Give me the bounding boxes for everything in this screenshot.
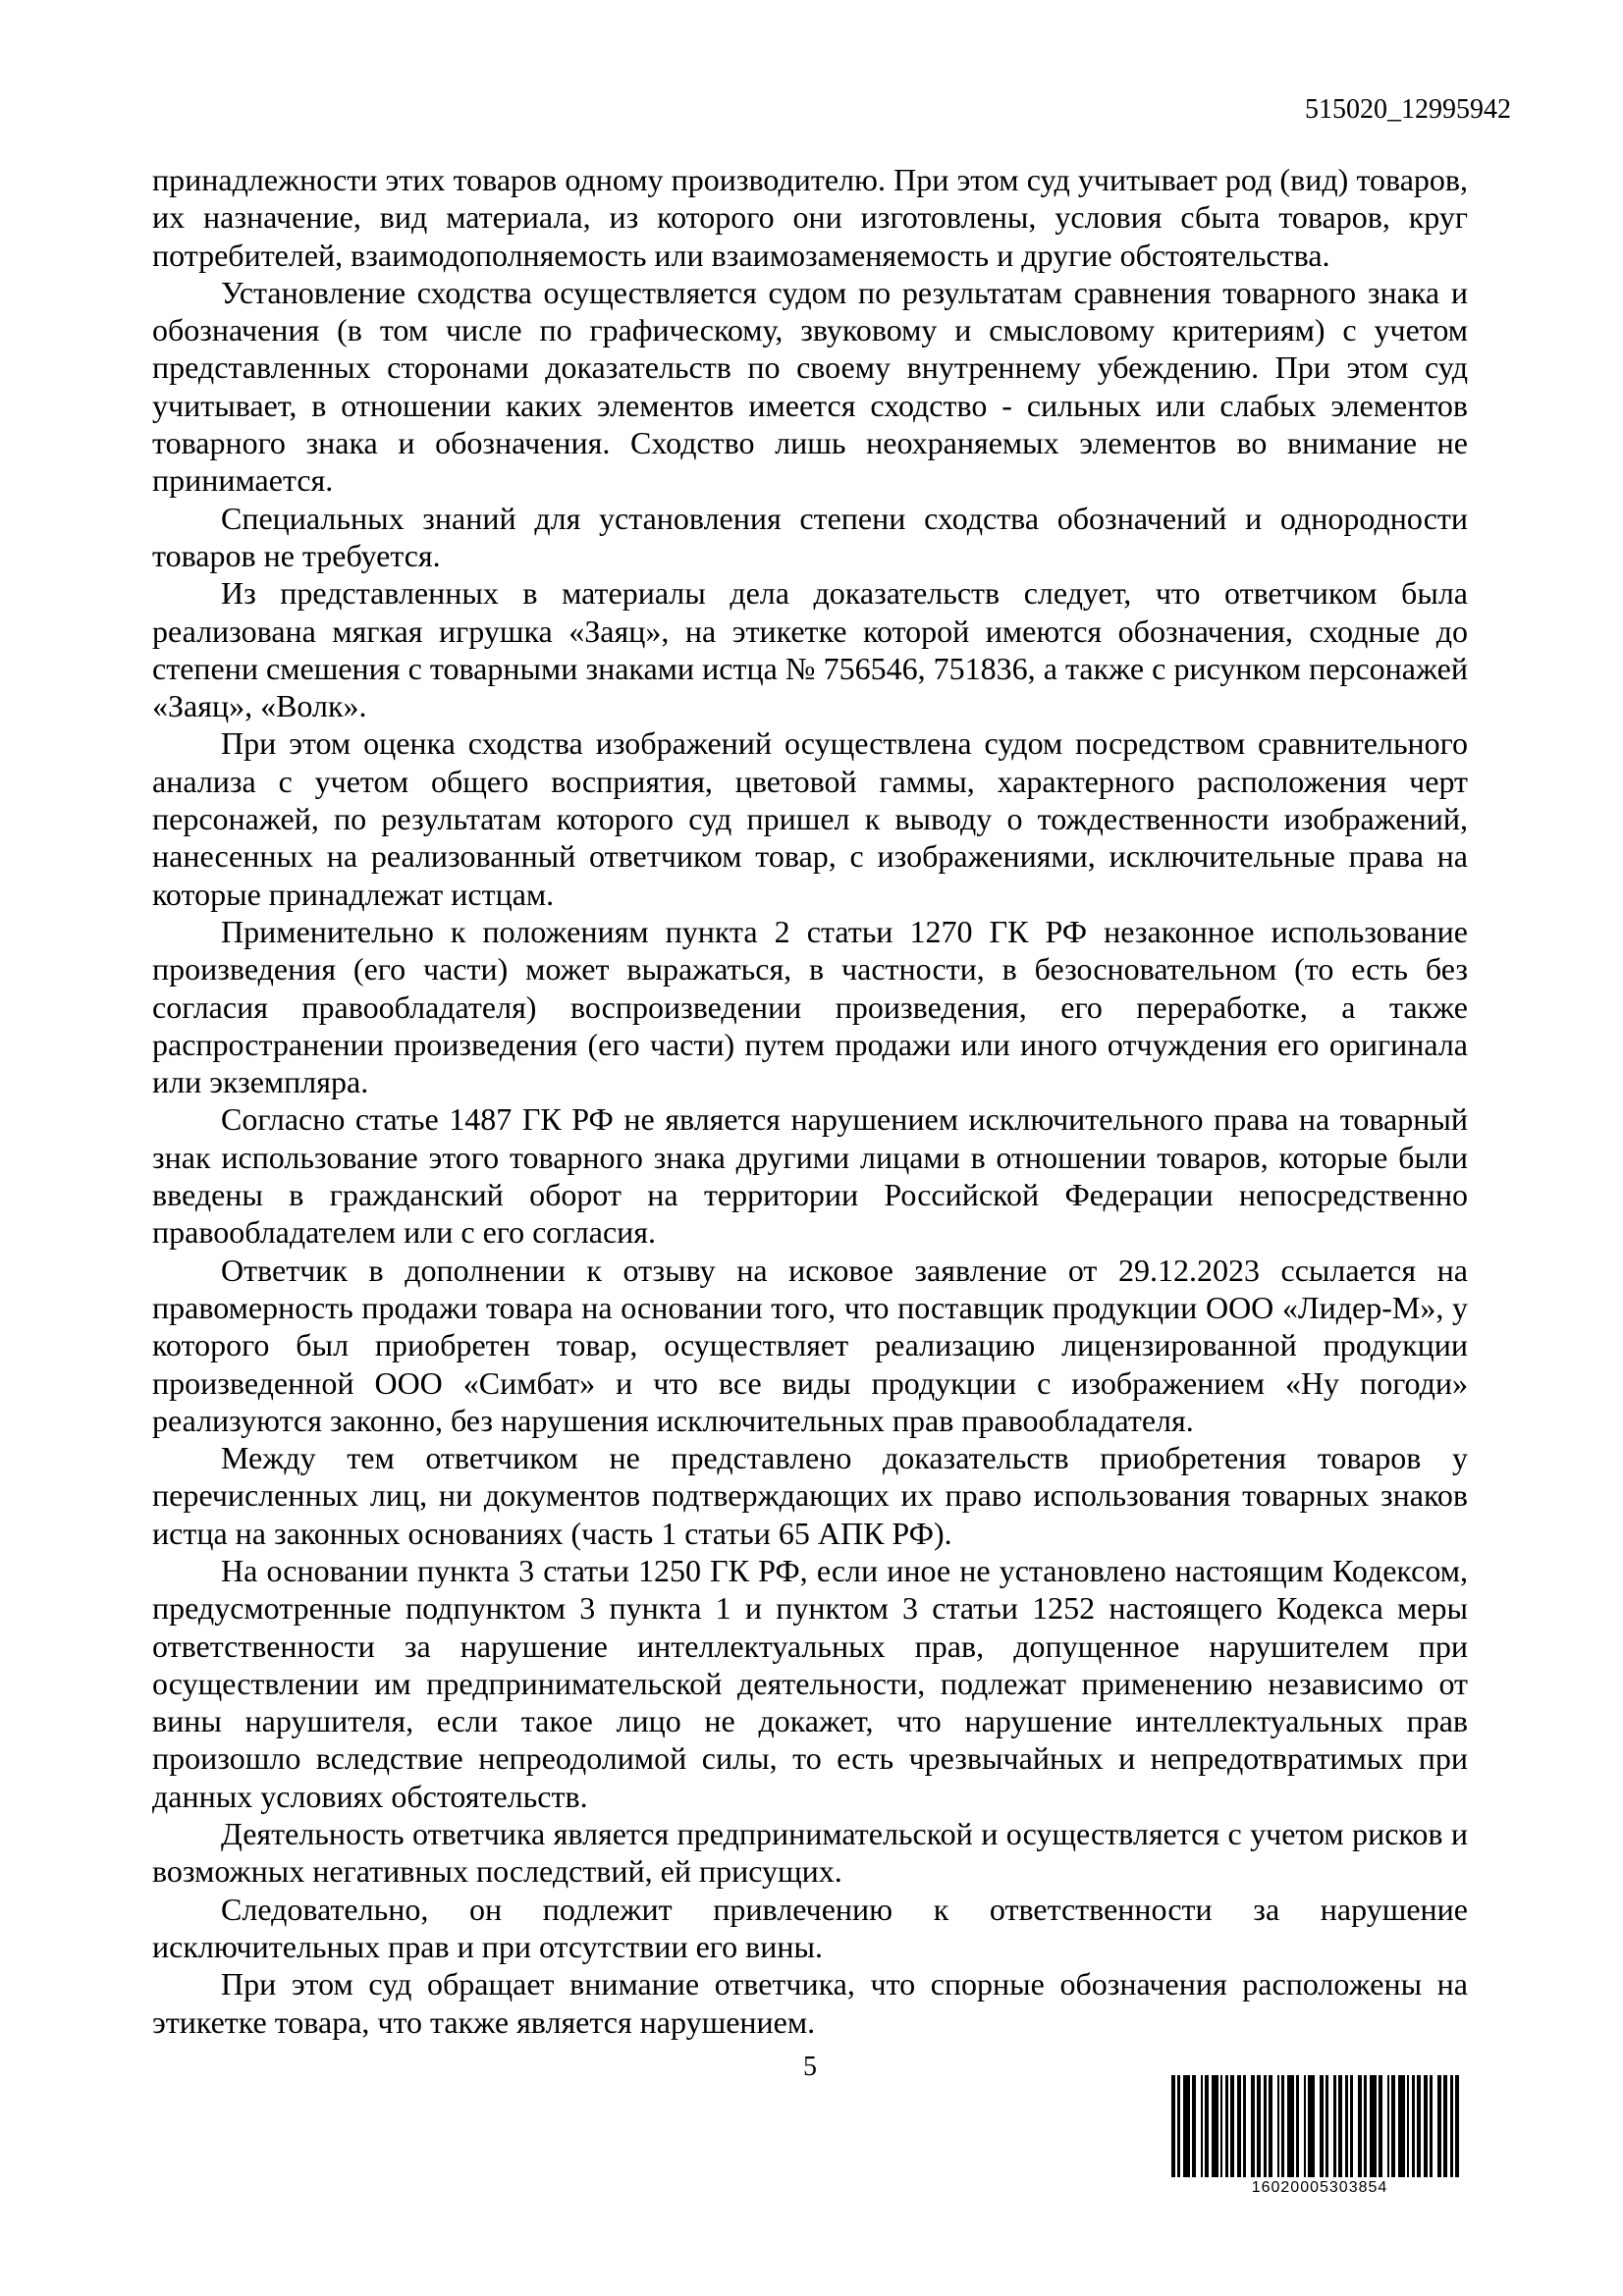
paragraph: Из представленных в материалы дела доказательств следует, что ответчиком была реализована мягкая игрушка «Заяц», на этикетке которой имеются обозначения, сходные до степени смешения с товарными знаками истца № 756546, 751836, а также с рисунком персонажей «Заяц», «Волк».	[152, 575, 1468, 724]
paragraph: Следовательно, он подлежит привлечению к ответственности за нарушение исключительных прав и при отсутствии его вины.	[152, 1891, 1468, 1964]
paragraph: Между тем ответчиком не представлено доказательств приобретения товаров у перечисленных лиц, ни документов подтверждающих их право использования товарных знаков истца на законных основаниях (часть 1 статьи 65 АПК РФ).	[152, 1440, 1468, 1551]
paragraph: Специальных знаний для установления степени сходства обозначений и однородности товаров не требуется.	[152, 500, 1468, 573]
document-body	[152, 161, 1468, 2041]
paragraph: При этом суд обращает внимание ответчика, что спорные обозначения расположены на этикетке товара, что также является нарушением.	[152, 1966, 1468, 2040]
paragraph: Ответчик в дополнении к отзыву на исковое заявление от 29.12.2023 ссылается на правомерность продажи товара на основании того, что поставщик продукции ООО «Лидер-М», у которого был приобретен товар, осуществляет реализацию лицензированной продукции произведенной ООО «Симбат» и что все виды продукции с изображением «Ну погоди» реализуются законно, без нарушения исключительных прав правообладателя.	[152, 1252, 1468, 1438]
paragraph: принадлежности этих товаров одному производителю. При этом суд учитывает род (вид) товаров, их назначение, вид материала, из которого они изготовлены, условия сбыта товаров, круг потребителей, взаимодополняемость или взаимозаменяемость и другие обстоятельства.	[152, 162, 1468, 273]
paragraph: При этом оценка сходства изображений осуществлена судом посредством сравнительного анализа с учетом общего восприятия, цветовой гаммы, характерного расположения черт персонажей, по результатам которого суд пришел к выводу о тождественности изображений, нанесенных на реализованный ответчиком товар, с изображениями, исключительные права на которые принадлежат истцам.	[152, 725, 1468, 912]
barcode-number: 16020005303854	[1251, 2179, 1388, 2196]
barcode-bars-icon	[1171, 2075, 1468, 2177]
document-id: 515020_12995942	[1305, 94, 1511, 125]
paragraph: Согласно статье 1487 ГК РФ не является нарушением исключительного права на товарный знак использование этого товарного знака другими лицами в отношении товаров, которые были введены в гражданский оборот на территории Российской Федерации непосредственно правообладателем или с его согласия.	[152, 1101, 1468, 1251]
paragraph: Деятельность ответчика является предпринимательской и осуществляется с учетом рисков и возможных негативных последствий, ей присущих.	[152, 1816, 1468, 1890]
page-number: 5	[803, 2052, 817, 2082]
barcode	[1171, 2075, 1468, 2197]
paragraph: Применительно к положениям пункта 2 статьи 1270 ГК РФ незаконное использование произведения (его части) может выражаться, в частности, в безосновательном (то есть без согласия правообладателя) воспроизведении произведения, его переработке, а также распространении произведения (его части) путем продажи или иного отчуждения его оригинала или экземпляра.	[152, 913, 1468, 1100]
paragraph: На основании пункта 3 статьи 1250 ГК РФ, если иное не установлено настоящим Кодексом, предусмотренные подпунктом 3 пункта 1 и пунктом 3 статьи 1252 настоящего Кодекса меры ответственности за нарушение интеллектуальных прав, допущенное нарушителем при осуществлении им предпринимательской деятельности, подлежат применению независимо от вины нарушителя, если такое лицо не докажет, что нарушение интеллектуальных прав произошло вследствие непреодолимой силы, то есть чрезвычайных и непредотвратимых при данных условиях обстоятельств.	[152, 1552, 1468, 1814]
paragraph: Установление сходства осуществляется судом по результатам сравнения товарного знака и обозначения (в том числе по графическому, звуковому и смысловому критериям) с учетом представленных сторонами доказательств по своему внутреннему убеждению. При этом суд учитывает, в отношении каких элементов имеется сходство - сильных или слабых элементов товарного знака и обозначения. Сходство лишь неохраняемых элементов во внимание не принимается.	[152, 274, 1468, 499]
